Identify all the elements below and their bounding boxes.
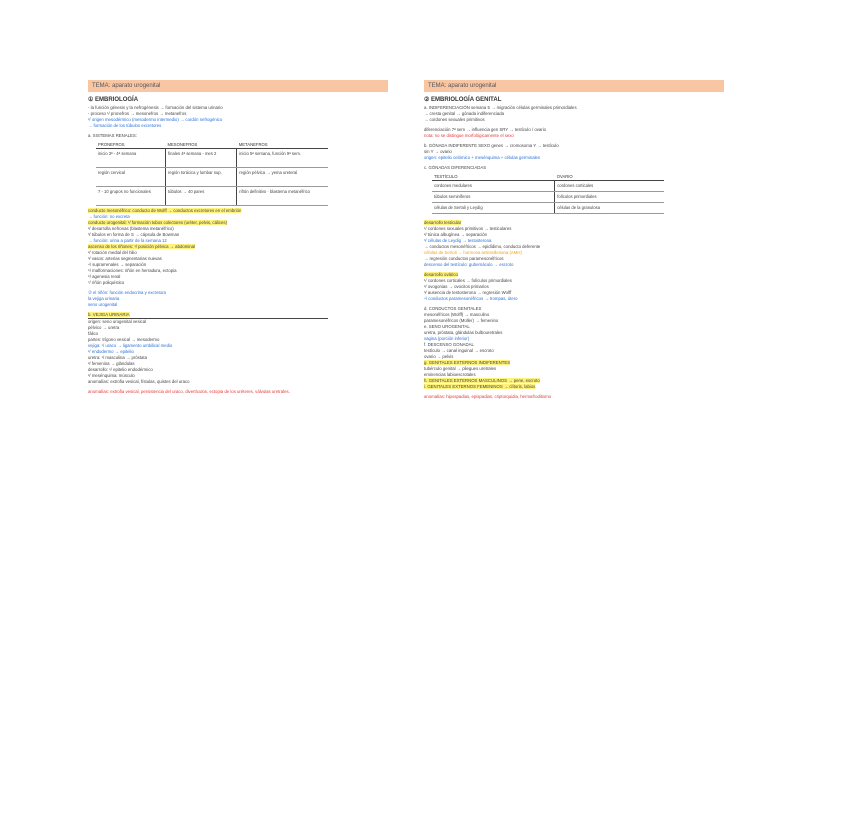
table-cell: riñón definitivo · blastema metanéfrico xyxy=(237,187,328,206)
note-line: conducto urogenital: ¹/ formación tubos colectores (uréter, pelvis, cálices) xyxy=(88,220,227,225)
note-line: células de Sertoli → hormona antimülleriana (AMH) xyxy=(424,250,522,255)
note-line: i. GENITALES EXTERNOS FEMENINOS → clítoris, labios xyxy=(424,384,536,389)
topic-header: TEMA: aparato urogenital xyxy=(424,80,724,92)
intro-block xyxy=(88,105,388,129)
topic-header: TEMA: aparato urogenital xyxy=(88,80,388,92)
note-line: h. GENITALES EXTERNOS MASCULINOS → pene, escroto xyxy=(424,378,540,383)
table-header: PRONEFROS xyxy=(96,141,166,149)
note-line: ³/ vasos: arterias segmentarias nuevas xyxy=(88,256,162,261)
note-line: ²/ rotación medial del hilio xyxy=(88,250,137,255)
note-line: ascenso de los riñones: ¹/ posición pélvica → abdominal xyxy=(88,244,196,249)
female-notes xyxy=(424,278,724,302)
note-line: desarrollo: ¹/ epitelio endodérmico xyxy=(88,367,153,372)
note-line: origen: seno urogenital vesical xyxy=(88,319,147,324)
renal-systems-table xyxy=(96,141,328,206)
footer-anomalies: anomalías: hipospadias, epispadias, criptorquidia, hermafroditismo xyxy=(424,394,552,399)
note-line: e. SENO UROGENITAL xyxy=(424,324,470,329)
note-line: vejiga: ¹/ uraco → ligamento umbilical medio xyxy=(88,343,173,348)
note-line: ¹/ cordones corticales → folículos primordiales xyxy=(424,278,512,283)
note-line: ²/ mesénquima: músculo xyxy=(88,373,135,378)
subsection-title: b. VEJIGA URINARIA xyxy=(88,312,130,317)
note-line: paramesonéfricos (Müller) → femenino xyxy=(424,318,499,323)
note-line: ⁶/ agenesia renal xyxy=(88,274,121,279)
note-line: - la función génesis y la nefrogénesis → formación del sistema urinario xyxy=(88,105,223,110)
table-header: METANEFROS xyxy=(237,141,328,149)
table-cell: región pélvica → yema ureteral xyxy=(237,168,328,187)
renal-notes xyxy=(88,208,388,308)
note-line: → regresión conductos paramesonéfricos xyxy=(424,256,504,261)
note-line: mesonéfricos (Wolff) → masculino xyxy=(424,312,490,317)
note-line: origen: epitelio celómico + mesénquima + células germinales xyxy=(424,155,541,160)
left-note-page xyxy=(88,80,388,760)
note-line: → función: orina a partir de la semana 12 xyxy=(88,238,167,243)
note-line: ³/ ausencia de testosterona → regresión Wolff xyxy=(424,290,512,295)
note-line: ²/ femenina → glándulas xyxy=(88,361,135,366)
note-line: la vejiga urinaria xyxy=(88,296,120,301)
table-cell: inicio 5ª semana, función 9ª sem. xyxy=(237,149,328,168)
label: desarrollo testicular xyxy=(424,220,462,225)
note-line: ²/ túnica albugínea → separación xyxy=(424,232,488,237)
note-line: ⁷/ riñón poliquístico xyxy=(88,280,125,285)
note-line: ⁵/ malformaciones: riñón en herradura, ectopia xyxy=(88,268,177,273)
note-line: pélvico → uretra xyxy=(88,325,120,330)
table-cell: cordones corticales xyxy=(555,181,664,192)
table-cell: región cervical xyxy=(96,168,166,187)
label: desarrollo ovárico xyxy=(424,272,458,277)
note-line: ²/ endodermo → epitelio xyxy=(88,349,134,354)
note-line: fálico xyxy=(88,331,99,336)
note-line: conducto mesonéfrico: conducto de Wolff → conductos excretores en el embrión xyxy=(88,208,242,213)
subsection-title: c. GÓNADAS DIFERENCIADAS xyxy=(424,165,487,170)
table-header: TESTÍCULO xyxy=(432,173,555,181)
note-line: → cresta genital → gónada indiferenciada xyxy=(424,111,505,116)
table-row xyxy=(96,149,328,168)
table-cell: túbulos → 40 pares xyxy=(166,187,237,206)
note-line: diferenciación 7ª sem → influencia gen SRY → testículo / ovario xyxy=(424,127,547,132)
stage-notes xyxy=(424,105,724,161)
table-cell: células de la granulosa xyxy=(555,203,664,214)
note-line: ³/ túbulos en forma de S → cápsula de Bowman xyxy=(88,232,180,237)
note-line: ¹/ cordones sexuales primitivos → testiculares xyxy=(424,226,512,231)
section-title: ① EMBRIOLOGÍA xyxy=(88,97,139,103)
bladder-notes xyxy=(88,319,388,385)
male-notes xyxy=(424,226,724,268)
table-cell: 7 - 10 grupos no funcionales xyxy=(96,187,166,206)
footer-anomalies: anomalías: extrofia vesical, persistencia del uraco, divertículos, ectopia de los uréteres, válvulas uretrales. xyxy=(88,389,290,394)
table-cell: inicio 3ª - 4ª semana xyxy=(96,149,166,168)
note-line: → conductos mesonéfricos → epidídimo, conducto deferente xyxy=(424,244,541,249)
table-cell: túbulos seminíferos xyxy=(432,192,555,203)
note-line: f. DESCENSO GONADAL xyxy=(424,342,474,347)
right-note-page xyxy=(424,80,724,760)
note-line: d. CONDUCTOS GENITALES xyxy=(424,306,482,311)
note-line: ② el riñón: función endocrina y excretora xyxy=(88,290,166,295)
section-title: ② EMBRIOLOGÍA GENITAL xyxy=(424,97,502,103)
ducts-notes xyxy=(424,306,724,390)
note-line: ovario → pelvis xyxy=(424,354,454,359)
note-line: sin Y → ovario xyxy=(424,149,452,154)
gonad-table xyxy=(432,173,664,214)
table-cell: región torácica y lumbar sup. xyxy=(166,168,237,187)
note-line: → cordones sexuales primitivos xyxy=(424,117,485,122)
note-line: → formación de los túbulos excretores xyxy=(88,123,162,128)
table-row xyxy=(432,203,664,214)
note-line: testículo → canal inguinal → escroto xyxy=(424,348,494,353)
note-line: ²/ desarrolla nefronas (blastema metanéfrico) xyxy=(88,226,174,231)
note-line: vagina (porción inferior) xyxy=(424,336,470,341)
table-row xyxy=(432,181,664,192)
table-cell: folículos primordiales xyxy=(555,192,664,203)
note-line: ²/ origen mesodérmico (mesodermo intermedio) → cordón nefrogénico xyxy=(88,117,223,122)
note-line: seno urogenital xyxy=(88,302,118,307)
table-row xyxy=(432,192,664,203)
table-cell: células de Sertoli y Leydig xyxy=(432,203,555,214)
note-line: ⁴/ suprarrenales → separación xyxy=(88,262,147,267)
note-line: tubérculo genital → pliegues uretrales xyxy=(424,366,497,371)
note-line: eminencias labioescrotales xyxy=(424,372,476,377)
table-header: OVARIO xyxy=(555,173,664,181)
note-line: → función: no excreta xyxy=(88,214,130,219)
table-row xyxy=(96,168,328,187)
subsection-title: a. SISTEMAS RENALES: xyxy=(88,133,137,138)
table-cell: cordones medulares xyxy=(432,181,555,192)
note-line: a. INDIFERENCIACIÓN semana 5 → migración células germinales primordiales xyxy=(424,105,577,110)
note-line: uretra: ¹/ masculina → próstata xyxy=(88,355,147,360)
note-line: ⁴/ conductos paramesonéfricos → trompas, útero xyxy=(424,296,518,301)
note-line: uretra, próstata, glándulas bulbouretrales xyxy=(424,330,503,335)
table-cell: finales 4ª semana - mes 2 xyxy=(166,149,237,168)
note-line: g. GENITALES EXTERNOS INDIFERENTES xyxy=(424,360,511,365)
note-line: nota: no se distingue morfológicamente el sexo xyxy=(424,133,514,138)
note-line: descenso del testículo: gubernáculo → escroto xyxy=(424,262,514,267)
table-row xyxy=(96,187,328,206)
note-line: anomalías: extrofia vesical, fístulas, quistes del uraco xyxy=(88,379,190,384)
note-line: ³/ células de Leydig → testosterona xyxy=(424,238,492,243)
note-line: b. GÓNADA INDIFERENTE SEXO genes → cromosoma Y → testículo xyxy=(424,143,559,148)
note-line: - proceso ¹/ pronefros → mesonefros → metanefros xyxy=(88,111,187,116)
table-header: MESONEFROS xyxy=(166,141,237,149)
note-line: partes: trígono vesical → mesodermo xyxy=(88,337,160,342)
note-line: ²/ ovogonias → ovocitos primarios xyxy=(424,284,489,289)
